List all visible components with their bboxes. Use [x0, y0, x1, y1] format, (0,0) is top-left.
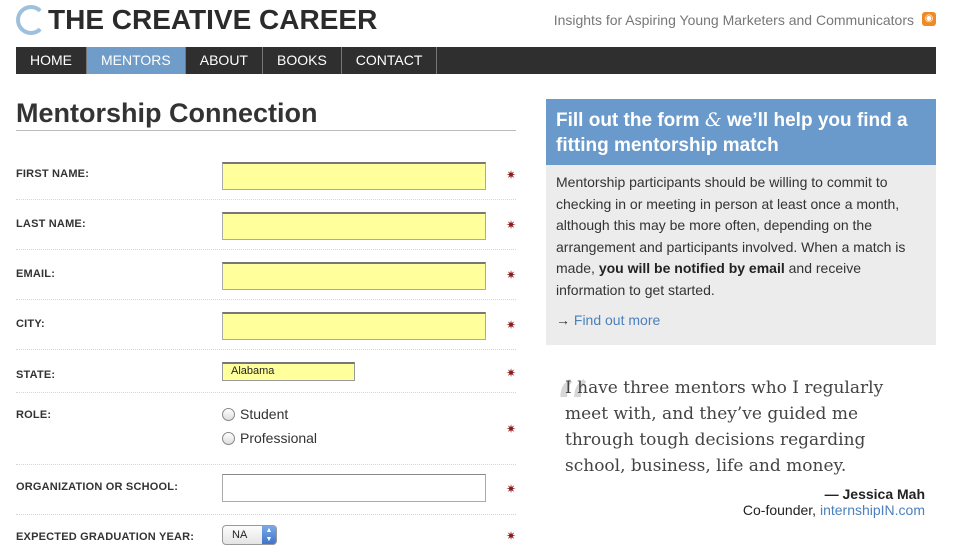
required-icon: ✷: [506, 529, 517, 543]
organization-input[interactable]: [222, 474, 486, 502]
role-label: ROLE:: [16, 409, 52, 421]
email-row: [16, 250, 516, 300]
state-row: [16, 350, 516, 393]
panel-description: [556, 172, 926, 301]
nav-books[interactable]: BOOKS: [263, 47, 342, 74]
testimonial-author: — Jessica Mah: [824, 486, 925, 502]
graduation-year-row: [16, 515, 516, 549]
panel-description-part1: Mentorship participants should be willing to commit to checking in or meeting in person at least once a month, although this may be more often, depending on the arrangement and participants involved. When a match is made,: [556, 174, 906, 276]
arrow-right-icon: →: [556, 312, 570, 328]
required-icon: ✷: [506, 168, 517, 182]
city-input[interactable]: [222, 312, 486, 340]
required-icon: ✷: [506, 318, 517, 332]
panel-description-bold: you will be notified by email: [598, 260, 785, 276]
required-icon: ✷: [506, 482, 517, 496]
graduation-year-label: EXPECTED GRADUATION YEAR:: [16, 531, 195, 543]
testimonial-quote: I have three mentors who I regularly meet with, and they’ve guided me through tough decisions regarding school, business, life and money.: [565, 378, 884, 476]
role-row: [16, 393, 516, 465]
page-title: Mentorship Connection: [16, 98, 318, 128]
panel-heading-part2: we’ll help you find a fitting mentorship match: [556, 110, 908, 156]
last-name-input[interactable]: [222, 212, 486, 240]
city-label: CITY:: [16, 318, 45, 330]
title-divider: [16, 130, 516, 131]
main-nav: [16, 47, 936, 74]
find-out-more-label: Find out more: [573, 312, 661, 328]
find-out-more-link[interactable]: [556, 310, 926, 332]
required-icon: ✷: [506, 218, 517, 232]
role-student-label: Student: [240, 406, 289, 422]
first-name-row: [16, 150, 516, 200]
city-row: [16, 300, 516, 350]
logo-swirl-icon: [16, 5, 46, 35]
radio-button[interactable]: [222, 432, 235, 445]
role-professional-label: Professional: [240, 430, 318, 446]
state-label: STATE:: [16, 369, 56, 381]
panel-description-part2: and receive information to get started.: [556, 260, 862, 298]
graduation-year-select[interactable]: [222, 525, 277, 545]
email-label: EMAIL:: [16, 268, 56, 280]
required-icon: ✷: [506, 268, 517, 282]
organization-label: ORGANIZATION OR SCHOOL:: [16, 481, 179, 493]
site-tagline: Insights for Aspiring Young Marketers and Communicators: [553, 12, 914, 28]
required-icon: ✷: [506, 366, 517, 380]
panel-heading: [546, 99, 936, 165]
internshipin-link[interactable]: internshipIN.com: [819, 502, 925, 518]
nav-mentors[interactable]: MENTORS: [87, 47, 186, 74]
organization-row: [16, 465, 516, 515]
last-name-row: [16, 200, 516, 250]
graduation-year-value: NA: [232, 529, 248, 541]
logo-text: THE CREATIVE CAREER: [48, 4, 378, 35]
radio-button[interactable]: [222, 408, 235, 421]
rss-icon[interactable]: ◉: [922, 12, 936, 26]
testimonial-role: [743, 502, 925, 518]
panel-heading-amp: &: [704, 109, 722, 131]
first-name-input[interactable]: [222, 162, 486, 190]
nav-home[interactable]: HOME: [16, 47, 87, 74]
nav-about[interactable]: ABOUT: [186, 47, 263, 74]
role-student-option[interactable]: [222, 406, 288, 422]
quote-mark-icon: “: [553, 366, 590, 450]
email-input[interactable]: [222, 262, 486, 290]
nav-contact[interactable]: CONTACT: [342, 47, 438, 74]
role-professional-option[interactable]: [222, 430, 317, 446]
last-name-label: LAST NAME:: [16, 218, 86, 230]
first-name-label: FIRST NAME:: [16, 168, 90, 180]
testimonial-role-prefix: Co-founder,: [742, 502, 820, 518]
site-logo[interactable]: [16, 4, 377, 36]
state-select[interactable]: Alabama: [222, 362, 355, 381]
select-arrows-icon: ▲ ▼: [262, 526, 276, 544]
panel-heading-part1: Fill out the form: [556, 110, 705, 131]
panel-body: [546, 165, 936, 345]
required-icon: ✷: [506, 422, 517, 436]
